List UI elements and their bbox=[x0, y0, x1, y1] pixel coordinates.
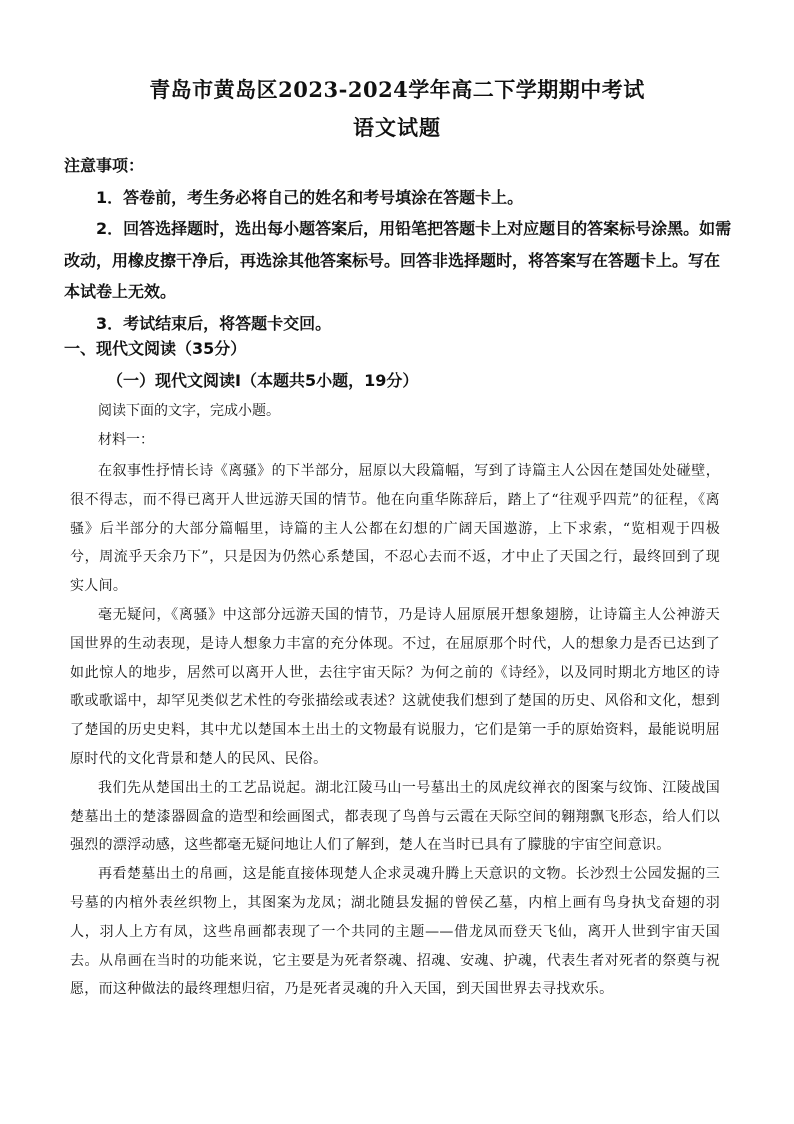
notice-item-3: 3．考试结束后，将答题卡交回。 bbox=[96, 313, 332, 333]
subsection-heading: （一）现代文阅读Ⅰ（本题共5小题，19分） bbox=[107, 371, 419, 390]
notice-item-1: 1．答卷前，考生务必将自己的姓名和考号填涂在答题卡上。 bbox=[96, 187, 524, 207]
exam-title: 青岛市黄岛区2023-2024学年高二下学期期中考试 bbox=[149, 77, 645, 102]
section-heading: 一、现代文阅读（35分） bbox=[64, 339, 247, 358]
paragraph-1: 在叙事性抒情长诗《离骚》的下半部分，屈原以大段篇幅，写到了诗篇主人公因在楚国处处碰壁，很不得志，而不得已离开人世远游天国的情节。他在向重华陈辞后，踏上了“往观乎四荒”的征程，《离骚》后半部分的大部分篇幅里，诗篇的主人公都在幻想的广阔天国遨游，上下求索，“览相观于四极兮，周流乎天余乃下”，只是因为仍然心系楚国，不忍心去而不返，才中止了天国之行，最终回到了现实人间。 bbox=[70, 463, 720, 595]
notice-item-2: 2．回答选择题时，选出每小题答案后，用铅笔把答题卡上对应题目的答案标号涂黑。如需改动，用橡皮擦干净后，再选涂其他答案标号。回答非选择题时，将答案写在答题卡上。写在本试卷上无效。 bbox=[64, 219, 732, 301]
subject-title: 语文试题 bbox=[353, 115, 441, 140]
paragraph-3: 我们先从楚国出土的工艺品说起。湖北江陵马山一号墓出土的凤虎纹禅衣的图案与纹饰、江陵战国楚墓出土的楚漆器圆盒的造型和绘画图式，都表现了鸟兽与云霞在天际空间的翱翔飘飞形态，给人们以强烈的漂浮动感，这些都毫无疑问地让人们了解到，楚人在当时已具有了朦胧的宇宙空间意识。 bbox=[70, 779, 720, 854]
notice-block bbox=[64, 150, 734, 339]
paragraph-2: 毫无疑问，《离骚》中这部分远游天国的情节，乃是诗人屈原展开想象翅膀，让诗篇主人公神游天国世界的生动表现，是诗人想象力丰富的充分体现。不过，在屈原那个时代，人的想象力是否已达到了如此惊人的地步，居然可以离开人世，去往宇宙天际？为何之前的《诗经》，以及同时期北方地区的诗歌或歌谣中，却罕见类似艺术性的夸张描绘或表述？这就使我们想到了楚国的历史、风俗和文化，想到了楚国的历史史料，其中尤以楚国本土出土的文物最有说服力，它们是第一手的原始资料，最能说明屈原时代的文化背景和楚人的民风、民俗。 bbox=[70, 606, 720, 767]
paragraph-4: 再看楚墓出土的帛画，这是能直接体现楚人企求灵魂升腾上天意识的文物。长沙烈士公园发掘的三号墓的内棺外表丝织物上，其图案为龙凤；湖北随县发掘的曾侯乙墓，内棺上画有鸟身执戈奋翅的羽人，羽人上方有凤，这些帛画都表现了一个共同的主题——借龙凤而登天飞仙，离开人世到宇宙天国去。从帛画在当时的功能来说，它主要是为死者祭魂、招魂、安魂、护魂，代表生者对死者的祭奠与祝愿，而这种做法的最终理想归宿，乃是死者灵魂的升入天国，到天国世界去寻找欢乐。 bbox=[70, 866, 720, 998]
material-text bbox=[70, 457, 720, 1004]
material-label: 材料一： bbox=[98, 432, 154, 448]
reading-instruction: 阅读下面的文字，完成小题。 bbox=[98, 403, 280, 419]
notice-heading: 注意事项： bbox=[64, 156, 145, 175]
